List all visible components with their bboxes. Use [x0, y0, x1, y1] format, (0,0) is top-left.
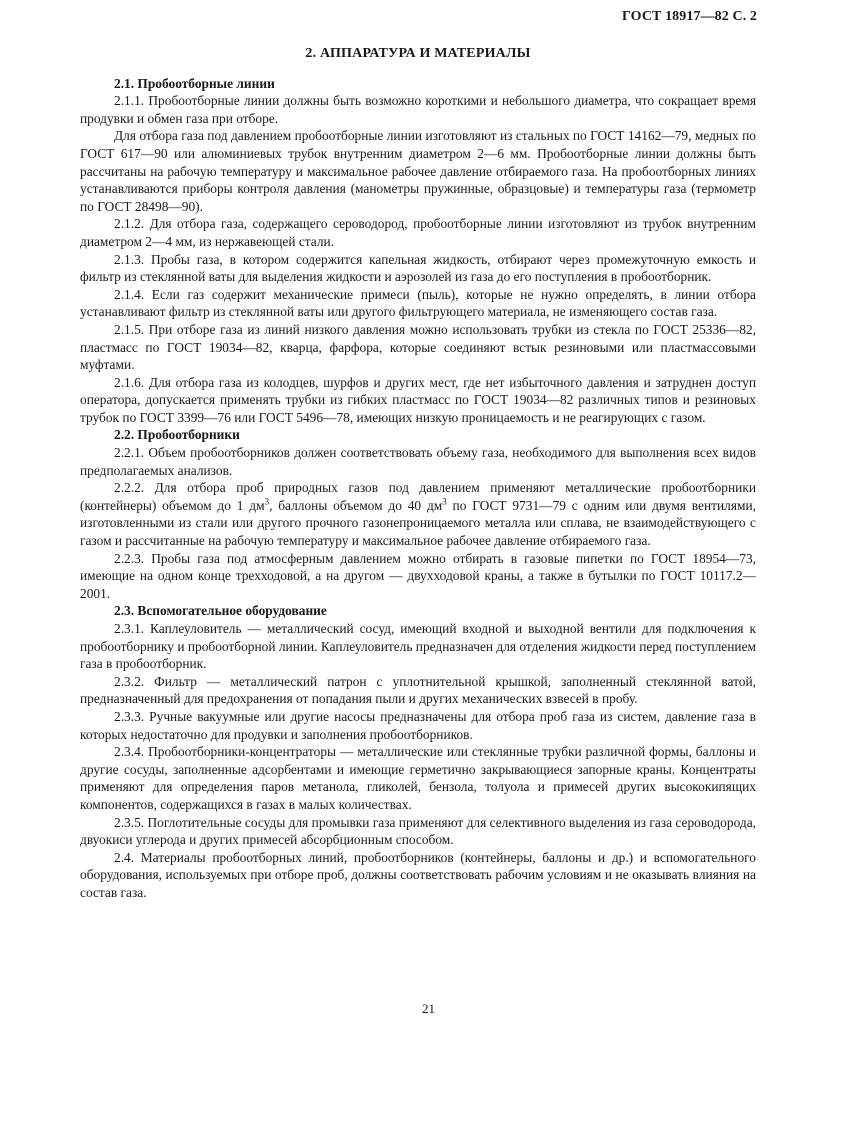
subsection-heading-2-2: 2.2. Пробоотборники: [114, 427, 240, 443]
superscript-cubic-2: 3: [442, 496, 447, 507]
superscript-cubic-1: 3: [264, 496, 270, 507]
paragraph-2-2-3: 2.2.3. Пробы газа под атмосферным давлением можно отбирать в газовые пипетки по ГОСТ 18954—73, имеющие на одном конце трехходовой, а на другом — двухходовой краны, а также в бутылки по ГОСТ 10117.2—2001.: [80, 550, 756, 601]
paragraph-2-2-2: [80, 479, 756, 549]
paragraph-2-1-4: 2.1.4. Если газ содержит механические примеси (пыль), которые не нужно определять, в линии отбора устанавливают фильтр из стеклянной ваты или другого фильтрующего материала, не изменяющего состав газа.: [80, 286, 756, 320]
paragraph-2-3-1: 2.3.1. Каплеуловитель — металлический сосуд, имеющий входной и выходной вентили для подключения к пробоотборнику и пробоотборной линии. Каплеуловитель предназначен для отделения жидкости перед поступлением газа в пробоотборник.: [80, 621, 756, 672]
running-head: ГОСТ 18917—82 С. 2: [622, 9, 757, 24]
paragraph-2-1-2: 2.1.2. Для отбора газа, содержащего сероводород, пробоотборные линии изготовляют из трубок внутренним диаметром 2—4 мм, из нержавеющей стали.: [80, 216, 756, 249]
paragraph-2-3-2: 2.3.2. Фильтр — металлический патрон с уплотнительной крышкой, заполненный стеклянной ватой, предназначенный для предохранения от попадания пыли и других механических взвесей в пробу.: [80, 673, 756, 707]
paragraph-2-4: 2.4. Материалы пробоотборных линий, пробоотборников (контейнеры, баллоны и др.) и вспомогательного оборудования, используемых при отборе проб, должны соответствовать рабочим условиям и не оказывать влияния на состав газа.: [80, 849, 756, 900]
paragraph-2-2-2-part1: 2.2.2. Для отбора проб природных газов под давлением применяют металлические пробоотборники (контейнеры) объемом до 1 дм: [80, 480, 756, 513]
section-title: 2. АППАРАТУРА И МАТЕРИАЛЫ: [305, 46, 531, 61]
paragraph-2-3-3: 2.3.3. Ручные вакуумные или другие насосы предназначены для отбора проб газа из систем, давление газа в которых недостаточно для продувки и заполнения пробоотборников.: [80, 708, 756, 742]
paragraph-2-3-5: 2.3.5. Поглотительные сосуды для промывки газа применяют для селективного выделения из газа сероводорода, двуокиси углерода и других примесей абсорбционным способом.: [80, 814, 756, 848]
paragraph-2-1-1: 2.1.1. Пробоотборные линии должны быть возможно короткими и небольшого диаметра, что сокращает время продувки и обмен газа при отборе.: [80, 93, 756, 126]
paragraph-2-1-1-continued: Для отбора газа под давлением пробоотборные линии изготовляют из стальных по ГОСТ 14162—79, медных по ГОСТ 617—90 или алюминиевых трубок внутренним диаметром 2—6 мм. Пробоотборные линии должны быть рассчитаны на рабочую температуру и максимальное рабочее давление отбираемого газа. На пробоотборных линиях устанавливаются приборы контроля давления (манометры пружинные, образцовые) и температуры газа (термометр по ГОСТ 28498—90).: [80, 128, 756, 214]
paragraph-2-1-6: 2.1.6. Для отбора газа из колодцев, шурфов и других мест, где нет избыточного давления и затруднен доступ оператора, допускается применять трубки из гибких пластмасс по ГОСТ 19034—82 различных типов и резиновых трубок по ГОСТ 3399—76 или ГОСТ 5496—78, имеющих низкую проницаемость и не реагирующих с газом.: [80, 374, 756, 425]
paragraph-2-3-4: 2.3.4. Пробоотборники-концентраторы — металлические или стеклянные трубки различной формы, баллоны и другие сосуды, заполненные адсорбентами и имеющие герметично закрывающиеся запорные краны. Концентраты применяют для определения паров метанола, гликолей, бензола, толуола и примесей других высококипящих компонентов, содержащихся в газах в малых количествах.: [80, 744, 756, 812]
subsection-heading-2-1: 2.1. Пробоотборные линии: [114, 75, 275, 91]
paragraph-2-1-5: 2.1.5. При отборе газа из линий низкого давления можно использовать трубки из стекла по ГОСТ 25336—82, пластмасс по ГОСТ 19034—82, кварца, фарфора, которые соединяют встык резиновыми или пластмассовыми муфтами.: [80, 321, 756, 373]
paragraph-2-1-3: 2.1.3. Пробы газа, в котором содержится капельная жидкость, отбирают через промежуточную емкость и фильтр из стеклянной ваты для выделения жидкости и аэрозолей из газа до его поступления в пробоотборник.: [80, 251, 756, 285]
paragraph-2-2-1: 2.2.1. Объем пробоотборников должен соответствовать объему газа, необходимого для выполнения всех видов предполагаемых анализов.: [80, 445, 756, 478]
subsection-heading-2-3: 2.3. Вспомогательное оборудование: [114, 603, 327, 619]
page-number: 21: [422, 1001, 435, 1016]
page-content: [80, 45, 756, 902]
paragraph-2-2-2-part2: , баллоны объемом до 40 дм: [269, 497, 443, 513]
paragraph-2-2-2-part3: по ГОСТ 9731—79 с одним или двумя вентилями, изготовленными из стали или другого прочного газонепроницаемого металла или сплава, не взаимодействующего с газом и рассчитанные на рабочую температуру и максимальное рабочее давление отбираемого газа.: [80, 497, 756, 549]
